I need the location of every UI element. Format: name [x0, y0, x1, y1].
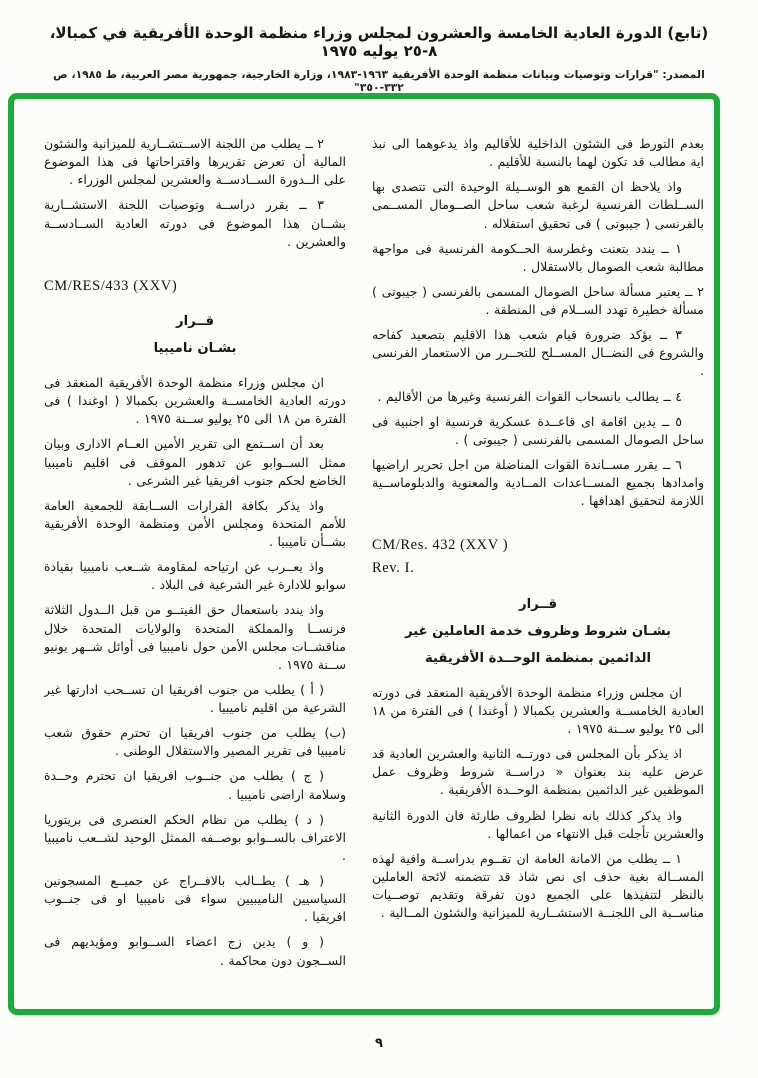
resolution-paragraph: بعدم التورط فى الشئون الداخلية للأقاليم واذ يدعوهما الى نبذ اية مطالب قد تكون لهما بالنسبة للأقليم .	[372, 136, 704, 170]
column-right	[372, 135, 704, 995]
resolution-paragraph: ٢ ــ يعتبر مسألة ساحل الصومال المسمى بالفرنسى ( جيبوتى ) مسألة خطيرة تهدد الســلام فى المنطقة .	[372, 283, 704, 317]
resolution-paragraph: واذ يذكر كذلك بانه نظرا لظروف طارئة فان الدورة الثانية والعشرين تأجلت قبل الانتهاء من اعمالها .	[372, 807, 704, 841]
source-citation: المصدر: "قرارات وتوصيات وبيانات منظمة الوحدة الأفريقية ١٩٦٣-١٩٨٣، وزارة الخارجية، جمهورية مصر العربية، ط ١٩٨٥، ص ٣٣٢-٣٥٠"	[53, 68, 705, 94]
reference-code-line: CM/RES/433 (XXV)	[44, 277, 178, 294]
resolution-paragraph: ( و ) يدين زج اعضاء الســوابو ومؤيديهم فى الســجون دون محاكمة .	[44, 934, 346, 968]
page-header	[0, 24, 758, 94]
resolution-paragraph: واذ يندد باستعمال حق الفيتــو من قبل الــدول الثلاثة فرنســا والمملكة المتحدة والولايات المتحدة خلال مناقشــات مجلس الأمن حول ناميبيا فى أوائل شــهر يونيو ســنة ١٩٧٥ .	[44, 602, 346, 672]
resolution-paragraph: واذ يذكر بكافة القرارات الســابقة للجمعية العامة للأمم المتحدة ومجلس الأمن ومنظمة الوحدة الأفريقية بشــأن ناميبيا .	[44, 497, 346, 550]
resolution-paragraph: ( ج ) يطلب من جنــوب افريقيا ان تحترم وحــدة وسلامة اراضى ناميبيا .	[44, 768, 346, 802]
resolution-paragraph: ٣ ــ يؤكد ضرورة قيام شعب هذا الاقليم بتصعيد كفاحه والشروع فى النضــال المســلح للتحــرر من الاستعمار الفرنسى .	[372, 327, 704, 379]
resolution-paragraph: ان مجلس وزراء منظمة الوحدة الأفريقية المنعقد فى دورته العادية الخامســة والعشرين بكمبالا ( أوغندا ) فى الفترة من ١٨ الى ٢٥ يوليو ســنة ١٩٧٥ .	[372, 684, 704, 737]
reference-code-line: Rev. I.	[372, 560, 415, 577]
resolution-paragraph: ٤ ــ يطالب بانسحاب القوات الفرنسية وغيرها من الأقاليم .	[377, 388, 682, 404]
resolution-paragraph: ٥ ــ يدين اقامة اى قاعــدة عسكرية فرنسية او اجنبية فى ساحل الصومال المسمى بالفرنسى ( جيبوتى ) .	[372, 413, 704, 447]
resolution-paragraph: اذ يذكر بأن المجلس فى دورتــه الثانية والعشرين العادية قد عرض عليه بند بعنوان « دراســة شروط وظروف عمل الموظفين غير الدائمين بمنظمة الوحــدة الأفريقية .	[372, 746, 704, 798]
resolution-reference-code	[44, 275, 346, 298]
resolution-paragraph: ١ ــ يندد بتعنت وغطرسة الحــكومة الفرنسية فى مواجهة مطالبة شعب الصومال بالاستقلال .	[372, 240, 704, 274]
resolution-title-line: الدائمين بمنظمة الوحــدة الأفريقية	[425, 650, 651, 666]
resolution-title-line: بشـان شروط وظروف خدمة العاملين غير	[405, 623, 671, 639]
resolution-title	[372, 591, 704, 672]
resolution-paragraph: ( أ ) يطلب من جنوب افريقيا ان تســحب ادارتها غير الشرعية من اقليم ناميبيا .	[44, 681, 346, 716]
resolution-paragraph: ( هـ ) يطــالب بالافــراج عن جميــع المسجونين السياسيين الناميبيين سواء فى ناميبيا او فى جنــوب افريقيا .	[44, 873, 346, 925]
resolution-title	[44, 308, 346, 362]
resolution-paragraph: واذ يعــرب عن ارتياحه لمقاومة شــعب ناميبيا بقيادة سوابو للادارة غير الشرعية فى البلاد .	[44, 559, 346, 593]
page-number: ٩	[375, 1036, 383, 1051]
content-frame	[8, 93, 720, 1015]
column-left	[44, 135, 346, 995]
resolution-title-line: بشـان ناميبيا	[153, 341, 237, 356]
resolution-title-line: قــرار	[176, 313, 214, 329]
resolution-paragraph: بعد أن اســتمع الى تقرير الأمين العــام الادارى وبيان ممثل الســوابو عن تدهور الموقف فى اقليم ناميبيا الخاضع لحكم جنوب افريقيا غير الشرعى .	[44, 436, 346, 488]
resolution-paragraph: ٦ ــ يقرر مســاندة القوات المناضلة من اجل تحرير اراضيها وامدادها بجميع المســاعدات المــادية والمعنوية والدبلوماســية اللازمة لتحقيق اهدافها .	[372, 456, 704, 509]
resolution-paragraph: ١ ــ يطلب من الامانة العامة ان تقــوم بدراســة وافية لهذه المســالة بغية حذف اى نص شاذ قد تتضمنه لائحة العاملين بالنظر لتنفيذها على الجميع دون تفرقة وتقديم توصــيات مناســبة الى اللجنــة الاستشــارية للميزانية والشئون المــالية .	[372, 850, 704, 921]
resolution-paragraph: ٣ ــ يقرر دراســة وتوصيات اللجنة الاستشــارية بشــان هذا الموضوع فى دورته العادية الســادســة والعشرين .	[44, 197, 346, 249]
resolution-title-line: قــرار	[519, 596, 557, 612]
resolution-reference-code	[372, 534, 704, 580]
resolution-paragraph: (ب) يطلب من جنوب افريقيا ان تحترم حقوق شعب ناميبيا فى تقرير المصير والاستقلال الوطنى .	[44, 725, 346, 759]
session-title: (تابع) الدورة العادية الخامسة والعشرون لمجلس وزراء منظمة الوحدة الأفريقية في كمبالا، ٨-٢٥ يوليه ١٩٧٥	[49, 24, 709, 60]
resolution-paragraph: ٢ ــ يطلب من اللجنة الاســتشــارية للميزانية والشئون المالية أن تعرض تقريرها واقتراحاتها فى هذا الموضوع على الــدورة الســادســة والعشرين لمجلس الوزراء .	[44, 136, 346, 188]
resolution-paragraph: واذ يلاحظ ان القمع هو الوســيلة الوحيدة التى تتصدى بها الســلطات الفرنسية لرغبة شعب ساحل الصــومال المســمى بالفرنسى ( جيبوتى ) فى تحقيق استقلاله .	[372, 179, 704, 231]
resolution-paragraph: ان مجلس وزراء منظمة الوحدة الأفريقية المنعقد فى دورته العادية الخامســة والعشرين بكمبالا ( اوغندا ) فى الفترة من ١٨ الى ٢٥ يوليو ســنة ١٩٧٥ .	[44, 375, 346, 427]
resolution-paragraph: ( د ) يطلب من نظام الحكم العنصرى فى بريتوريا الاعتراف بالســوابو بوصــفه الممثل الوحيد لشــعب ناميبيا .	[44, 811, 346, 863]
reference-code-line: CM/Res. 432 (XXV )	[372, 537, 509, 554]
